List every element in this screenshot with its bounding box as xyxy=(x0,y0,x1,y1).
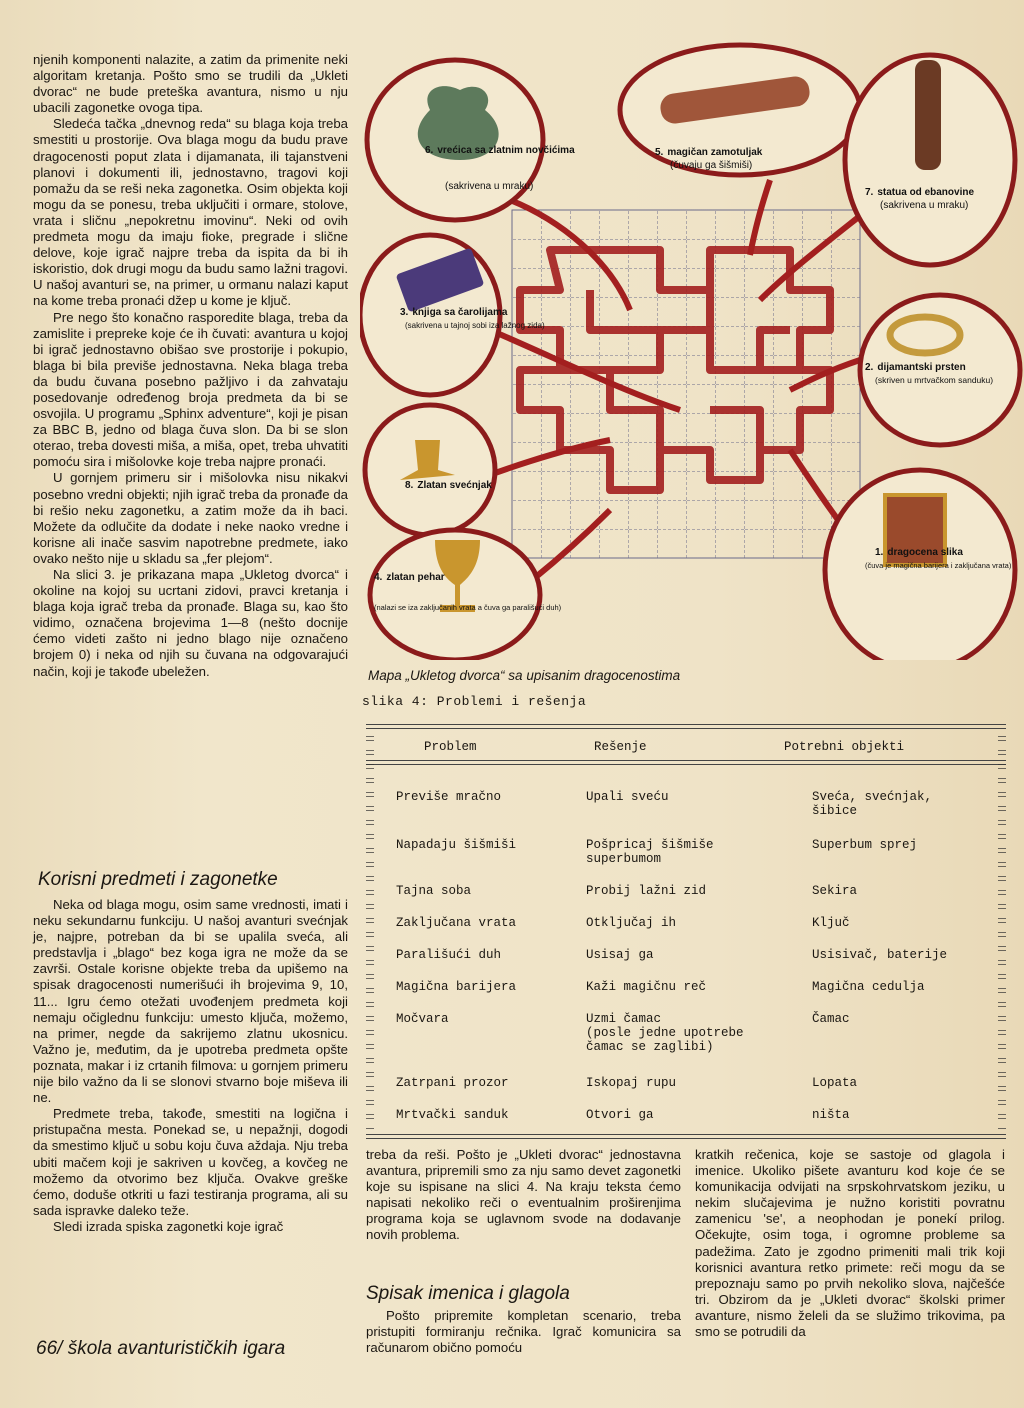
cell-solution: Probij lažni zid xyxy=(586,884,707,898)
cell-objects: Usisivač, baterije xyxy=(812,948,948,962)
table-rule-bottom xyxy=(366,1134,1006,1139)
label-5: 5. magičan zamotuljak (čuvaju ga šišmiši) xyxy=(655,147,763,171)
cell-problem: Previše mračno xyxy=(396,790,502,804)
cell-solution: Iskopaj rupu xyxy=(586,1076,677,1090)
statue-icon xyxy=(915,60,941,170)
cell-objects: ništa xyxy=(812,1108,850,1122)
left-column-text-2 xyxy=(33,897,348,1235)
subheading-useful-items: Korisni predmeti i zagonetke xyxy=(38,869,278,890)
cell-objects: Magična cedulja xyxy=(812,980,925,994)
paragraph: Na slici 3. je prikazana mapa „Ukletog dvorca“ i okoline na kojoj su ucrtani zidovi, pravci kretanja i blaga koja igrač treba da pronađe. Blaga su, kao što vidimo, označena brojevima 1—8 (nešto docnije ćemo videti zašto ni jedno blago nije označeno brojem 0) i neka od njih su čuvana na odgovarajući način, koji je takođe ubeležen. xyxy=(33,567,348,679)
cell-problem: Zaključana vrata xyxy=(396,916,517,930)
label-6: 6. vrećica sa zlatnim novčićima (sakrivena u mraku) xyxy=(425,145,575,192)
paragraph: Sledi izrada spiska zagonetki koje igrač xyxy=(53,1218,284,1234)
cell-problem: Tajna soba xyxy=(396,884,472,898)
cell-solution: Usisaj ga xyxy=(586,948,654,962)
cell-solution: Kaži magičnu reč xyxy=(586,980,707,994)
paragraph: Sledeća tačka „dnevnog reda“ su blaga koja treba smestiti u prostorije. Ova blaga mogu da budu prave dragocenosti poput zlata i dijamanata, ili tajanstveni planovi i dokumenti ili, jednostavno, tragovi koji pomažu da se reši neka zagonetka. Osim objekta koji mogu da se ponesu, treba uključiti i ormare, stolove, vrata i sličnu „nepokretnu imovinu“. Neki od ovih predmeta mogu da imaju fioke, pregrade i slične delove, koje igrač najpre treba da ispita da bi ih iskoristio, dok drugi mogu da budu samo lažni tragovi. U našoj avanturi se, na primer, u ormanu nalazi kaput na kome treba pronaći džep u kome je ključ. xyxy=(33,116,348,309)
header-objects: Potrebni objekti xyxy=(784,740,905,754)
label-4: 4. zlatan pehar (nalazi se iza zaključanih vrata a čuva ga parališući duh) xyxy=(374,572,562,612)
cell-problem: Zatrpani prozor xyxy=(396,1076,509,1090)
cell-problem: Mrtvački sanduk xyxy=(396,1108,509,1122)
paragraph: njenih komponenti nalazite, a zatim da primenite neki algoritam kretanja. Pošto smo se trudili da „Ukleti dvorac“ ne bude preteška avantura, nismo u nju ubacili zagonetke ovoga tipa. xyxy=(33,52,348,116)
table-border-right xyxy=(998,736,1006,1130)
cell-solution: Pošpricaj šišmiše superbumom xyxy=(586,838,714,866)
label-1: 1. dragocena slika (čuva je magična barijera i zaključana vrata) xyxy=(865,547,1012,570)
cell-solution: Upali sveću xyxy=(586,790,669,804)
cell-solution: Otvori ga xyxy=(586,1108,654,1122)
cell-objects: Sveća, svećnjak, šibice xyxy=(812,790,933,818)
cell-objects: Ključ xyxy=(812,916,850,930)
cell-solution: Otključaj ih xyxy=(586,916,677,930)
problems-table xyxy=(366,722,1006,1144)
cell-objects: Superbum sprej xyxy=(812,838,918,852)
cell-problem: Parališući duh xyxy=(396,948,502,962)
table-border-left xyxy=(366,736,374,1130)
paragraph: Predmete treba, takođe, smestiti na logična i pristupačna mesta. Ponekad se, u nepažnji, dogodi da smestimo ključ u sobu koju čuva aždaja. Nju treba ubiti mačem koji je sakriven u kovčeg, a kovčeg ne možemo da otvorimo bez ključa. Ovakve greške ćemo, doduše otkriti u fazi testiranja programa, ali su sada ispravke daleko teže. xyxy=(33,1106,348,1218)
paragraph: Neka od blaga mogu, osim same vrednosti, imati i neku sekundarnu funkciju. U našoj avanturi svećnjak je, najpre, potreban da bi se upalila sveća, ali predstavlja i „blago“ bez koga igra ne može da se završi. Ostale korisne objekte treba da upišemo na spisak dragocenosti numerišući ih brojevima 9, 10, 11... Igru ćemo otežati uvođenjem predmeta koji nemaju očiglednu funkciju: umesto ključa, možemo, na primer, negde da sakrijemo zlatnu ukosnicu. Važno je, međutim, da je upotreba predmeta opšte poznata, makar i iz crtanih filmova: u gornjem primeru nije bilo važno da li se slonovi stvarno boje miševa ili ne. xyxy=(33,897,348,1106)
table-rule-top xyxy=(366,724,1006,729)
header-problem: Problem xyxy=(424,740,477,754)
cell-objects: Sekira xyxy=(812,884,858,898)
paragraph: treba da reši. Pošto je „Ukleti dvorac“ jednostavna avantura, pripremili smo za nju samo devet zagonetki koje su ispisane na slici 4. Na kraju teksta ćemo napisati nekoliko reči o eventualnim proširenjima programa koja se uglavnom svode na dodavanje novih problema. xyxy=(366,1147,681,1243)
table-rule-header xyxy=(366,760,1006,765)
paragraph: U gornjem primeru sir i mišolovka nisu nikakvi posebno vredni objekti; njih igrač treba da pronađe da bi rešio neku zagonetku, a zatim može da ih baci. Možete da odlučite da dodate i neke naoko vredne i korisne ali inače sasvim napotrebne predmete, iako ovako nešto nije u skladu sa „fer plejom“. xyxy=(33,470,348,566)
castle-map-illustration xyxy=(360,40,1024,660)
paragraph: Pošto pripremite kompletan scenario, treba pristupiti formiranju rečnika. Igrač komunicira sa računarom obično pomoću xyxy=(366,1308,681,1356)
paragraph: Pre nego što konačno rasporedite blaga, treba da zamislite i prepreke koje će ih čuvati: avantura u kojoj bi igrač jednostavno obišao sve prostorije i pokupio, blaga bi bila previše jednostavna. Neka blaga treba da budu čuvana posebno pažljivo i da zahvataju posedovanje određenog broja predmeta da bi se osvojila. U programu „Sphinx adventure“, koji je pisan za BBC B, jedno od blaga čuva slon. Da bi se slon oterao, treba dovesti miša, a miša, opet, treba uhvatiti pomoću sira i mišolovke koje treba najpre pronaći. xyxy=(33,309,348,470)
subheading-nouns-verbs: Spisak imenica i glagola xyxy=(366,1283,570,1304)
page-footer: 66/ škola avanturističkih igara xyxy=(36,1338,286,1359)
cell-problem: Magična barijera xyxy=(396,980,517,994)
label-3: 3. knjiga sa čarolijama (sakrivena u tajnoj sobi iza lažnog zida) xyxy=(400,307,545,330)
cell-problem: Močvara xyxy=(396,1012,449,1026)
cell-solution: Uzmi čamac (posle jedne upotrebe čamac se zaglibi) xyxy=(586,1012,744,1054)
cell-objects: Čamac xyxy=(812,1012,850,1026)
bottom-right-text xyxy=(695,1147,1005,1340)
paragraph: kratkih rečenica, koje se sastoje od glagola i imenice. Ukoliko pišete avanturu kod koje će se komunikacija odvijati na srpskohrvatskom jeziku, u nekim slučajevima je nužno koristiti povratnu zamenicu 'se', a neophodan je ponekí prilog. Očekujte, osim toga, i ogromne probleme sa padežima. Zato je zgodno primeniti mali trik koji korisnici avantura retko primete: reči mogu da se prepoznaju samo po prvih nekoliko slova, najčešće tri. Obzirom da je „Ukleti dvorac“ školski primer avanture, nismo želeli da se služimo trikovima, pa smo se potrudili da xyxy=(695,1147,1005,1340)
figure-label: slika 4: Problemi i rešenja xyxy=(362,694,587,709)
bottom-middle-text xyxy=(366,1147,681,1244)
cell-problem: Napadaju šišmiši xyxy=(396,838,517,852)
label-2: 2. dijamantski prsten (skriven u mrtvačkom sanduku) xyxy=(865,362,994,385)
map-caption: Mapa „Ukletog dvorca“ sa upisanim dragocenostima xyxy=(368,668,681,683)
label-8: 8. Zlatan svećnjak xyxy=(405,480,492,491)
label-7: 7. statua od ebanovine (sakrivena u mraku) xyxy=(865,187,975,211)
left-column-text xyxy=(33,52,348,680)
bottom-middle-text-2 xyxy=(366,1308,681,1356)
header-solution: Rešenje xyxy=(594,740,647,754)
cell-objects: Lopata xyxy=(812,1076,858,1090)
